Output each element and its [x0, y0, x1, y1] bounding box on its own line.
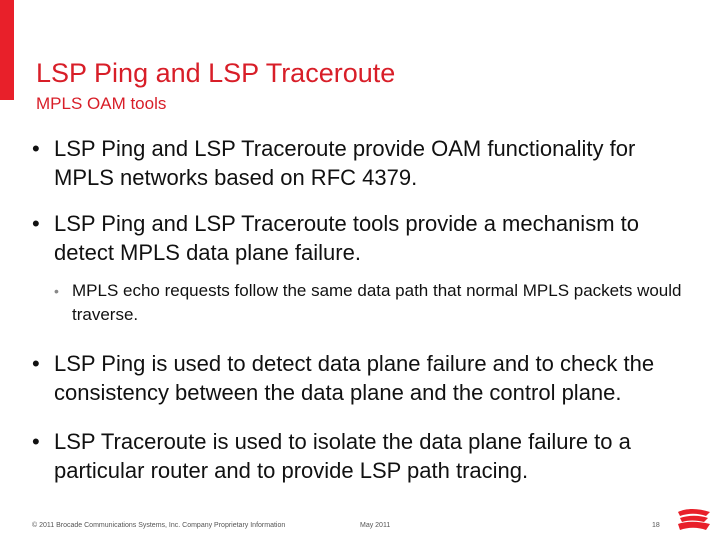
brocade-logo-icon — [676, 506, 712, 534]
bullet-text: LSP Ping and LSP Traceroute provide OAM functionality for MPLS networks based on RFC 4379. — [54, 136, 636, 190]
bullet-item — [32, 209, 682, 267]
bullet-item — [32, 427, 682, 485]
bullet-dot: • — [32, 136, 40, 161]
bullet-item — [32, 349, 682, 407]
footer-copyright: © 2011 Brocade Communications Systems, Inc. Company Proprietary Information — [32, 522, 286, 529]
sub-bullet-text: MPLS echo requests follow the same data path that normal MPLS packets would traverse. — [72, 281, 682, 324]
accent-bar — [0, 0, 14, 100]
sub-bullet-dot: • — [54, 283, 59, 299]
bullet-text: LSP Ping and LSP Traceroute tools provide a mechanism to detect MPLS data plane failure. — [54, 211, 639, 265]
slide-subtitle: MPLS OAM tools — [36, 94, 167, 113]
bullet-dot: • — [32, 429, 40, 454]
bullet-text: LSP Traceroute is used to isolate the data plane failure to a particular router and to provide LSP path tracing. — [54, 429, 631, 483]
bullet-text: LSP Ping is used to detect data plane failure and to check the consistency between the data plane and the control plane. — [54, 351, 655, 405]
slide-title: LSP Ping and LSP Traceroute — [36, 58, 396, 88]
sub-bullet-item — [54, 279, 682, 327]
bullet-list — [32, 134, 682, 485]
page-number: 18 — [652, 522, 660, 529]
bullet-dot: • — [32, 211, 40, 236]
footer-date: May 2011 — [360, 522, 391, 529]
bullet-dot: • — [32, 351, 40, 376]
bullet-item — [32, 134, 682, 192]
